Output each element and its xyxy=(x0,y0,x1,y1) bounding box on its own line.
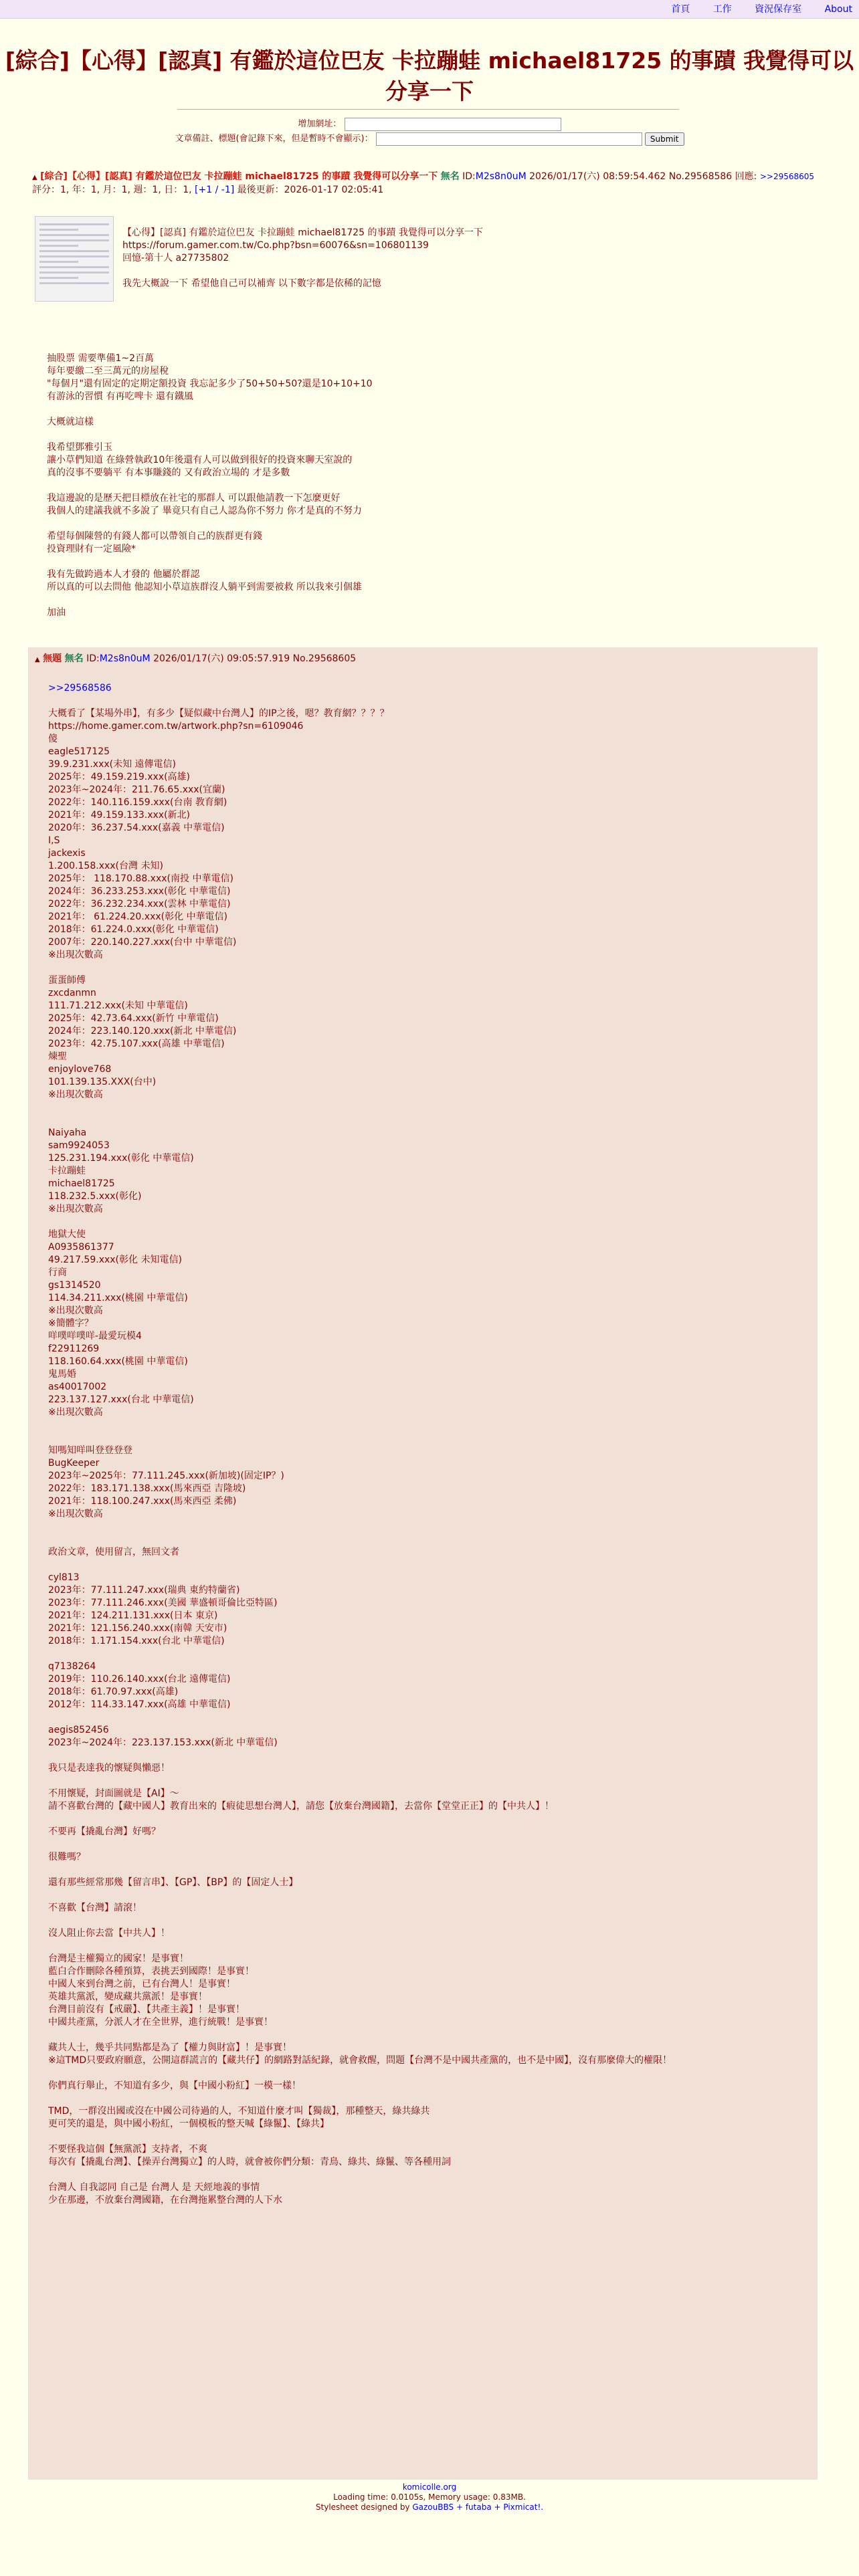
page-title: [綜合]【心得】[認真] 有鑑於這位巴友 卡拉蹦蛙 michael81725 的事蹟 我覺得可以分享一下 xyxy=(5,47,854,104)
reply-body-text: 大概看了【某場外串】，有多少【疑似藏中台灣人】的IP之後，嗯？教育網？？？？ https://home.gamer.com.tw/artwork.php?sn=6109046 傻 eagle517125 39.9.231.xxx(未知 遠傳電信) 2025年：49.159.219.xxx(高雄) 2023年~2024年：211.76.65.xxx(宜蘭) 2022年：140.116.159.xxx(台南 教育網) 2021年：49.159.133.xxx(新北) 2020年：36.237.54.xxx(嘉義 中華電信) I,S jackexis 1.200.158.xxx(台灣 未知) 2025年： 118.170.88.xxx(南投 中華電信) 2024年：36.233.253.xxx(彰化 中華電信) 2022年：36.232.234.xxx(雲林 中華電信) 2021年： 61.224.20.xxx(彰化 中華電信) 2018年：61.224.0.xxx(彰化 中華電信) 2007年：220.140.227.xxx(台中 中華電信) ※出現次數高 蛋蛋師傅 zxcdanmn 111.71.212.xxx(未知 中華電信) 2025年：42.73.64.xxx(新竹 中華電信) 2024年：223.140.120.xxx(新北 中華電信) 2023年：42.75.107.xxx(高雄 中華電信) 煉聖 enjoylove768 101.139.135.XXX(台中) ※出現次數高 Naiyaha sam9924053 125.231.194.xxx(彰化 中華電信) 卡拉蹦蛙 michael81725 118.232.5.xxx(彰化) ※出現次數高 地獄大使 A0935861377 49.217.59.xxx(彰化 未知電信) 行商 gs1314520 114.34.211.xxx(桃園 中華電信) ※出現次數高 ※簡體字？ 咩噗咩噗咩-最愛玩模4 f22911269 118.160.64.xxx(桃園 中華電信) 鬼馬婚 as40017002 223.137.127.xxx(台北 中華電信) ※出現次數高 知嗎知咩叫登登登登 BugKeeper 2023年~2025年：77.111.245.xxx(新加坡)(固定IP？) 2022年：183.171.138.xxx(馬來西亞 吉隆坡) 2021年：118.100.247.xxx(馬來西亞 柔佛) ※出現次數高 政治文章，使用留言，無回文者 cyl813 2023年：77.111.247.xxx(瑞典 東約特蘭省) 2023年：77.111.246.xxx(美國 華盛頓哥倫比亞特區) 2021年：124.211.131.xxx(日本 東京) 2021年：121.156.240.xxx(南韓 天安市) 2018年：1.171.154.xxx(台北 中華電信) q7138264 2019年：110.26.140.xxx(台北 遠傳電信) 2018年：61.70.97.xxx(高雄) 2012年：114.33.147.xxx(高雄 中華電信) aegis852456 2023年~2024年：223.137.153.xxx(新北 中華電信) 我只是表達我的懷疑與懶惡！ 不用懷疑，封面圖就是【AI】～ 請不喜歡台灣的【藏中國人】教育出來的【瘕徒思想台灣人】，請您【放棄台灣國籍】，去當你【堂堂正正】的【中共人】！ 不要再【撬亂台灣】好嗎？ 很難嗎？ 還有那些經常那幾【留言串】、【GP】、【BP】的【固定人士】 不喜歡【台灣】請滾！ 沒人阻止你去當【中共人】！ 台灣是主權獨立的國家！是事實！ 藍白合作刪除各種預算，表挑丟到國際！是事實！ 中國人來到台灣之前，已有台灣人！是事實！ 英雄共黨派，變成藏共黨派！是事實！ 台灣目前沒有【戒嚴】、【共產主義】！是事實！ 中國共產黨，分派人才在全世界，進行統戰！是事實！ 藏共人士，幾乎共同點都是為了【權力與財富】！是事實！ ※這TMD只要政府願意，公開這群謊言的【藏共仔】的網路對話紀錄，就會救醒，問題【台灣不是中國共產黨的，也不是中國】，沒有那麼偉大的權限！ 你們真行舉止，不知道有多少，與【中國小粉紅】一模一樣！ TMD，一群沒出國或沒在中國公司待過的人，不知道什麼才叫【獨裁】，那種整天，綠共綠共 更可笑的還是，與中國小粉紅，一個模板的整天喊【綠鬣】、【綠共】 不要怪我這個【無黨派】支持者，不爽 每次有【撬亂台灣】、【操弄台灣獨立】的人時，就會被你們分類：青鳥、綠共、綠鬣、等各種用詞 台灣人 自我認同 自己是 台灣人 是 天經地義的事情 少在那邊，不放棄台灣國籍，在台灣拖累整台灣的人下水 xyxy=(48,708,672,2206)
reply-header xyxy=(35,653,356,666)
op-vote-link[interactable]: [+1 / -1] xyxy=(195,185,235,195)
thumb-line xyxy=(39,277,78,279)
top-nav-links xyxy=(671,2,852,15)
nav-link-home[interactable]: 首頁 xyxy=(671,4,690,15)
op-id-label: ID: xyxy=(462,171,476,182)
reply-datetime: 2026/01/17(六) 09:05:57.919 xyxy=(153,653,290,664)
archive-form xyxy=(0,117,859,146)
thumb-line xyxy=(39,272,109,274)
thumb-line xyxy=(39,239,109,241)
op-reply-ref-link[interactable]: >>29568605 xyxy=(759,172,815,181)
note-row xyxy=(0,132,859,146)
thumb-line xyxy=(39,250,109,252)
reply-title: 無題 xyxy=(43,653,62,664)
footer-site-link[interactable]: komicolle.org xyxy=(402,2482,457,2492)
op-score-line xyxy=(32,184,822,197)
thumb-line xyxy=(39,255,109,257)
footer-stylesheet-link[interactable]: GazouBBS + futaba + Pixmicat!. xyxy=(412,2502,544,2512)
footer-stylesheet-prefix: Stylesheet designed by xyxy=(315,2502,413,2512)
footer xyxy=(0,2482,859,2512)
url-label: 增加網址： xyxy=(298,119,342,129)
op-name: 無名 xyxy=(440,171,460,182)
reply-post xyxy=(28,647,818,2480)
op-body-bottom: 抽股票 需要準備1~2百萬 每年要繳二至三萬元的房屋稅 "每個月"還有固定的定期定額投資 我忘記多少了50+50+50?還是10+10+10 有游泳的習慣 有再吃啤卡 還有鐵風 大概就這樣 我希望鄧雅引玉 讓小草們知道 在綠營執政10年後還有人可以做到很好的投資來聊天室說的 真的沒事不要躺平 有本事賺錢的 又有政治立場的 才是多數 我這邊說的是歷天把目標放在社宅的那群人 可以跟他請教一下怎麼更好 我個人的建議我就不多說了 畢竟只有自己人認為你不努力 你才是真的不努力 希望每個陳營的有錢人都可以帶領自己的族群更有錢 投資理財有一定風險* 我有先做跨過本人才發的 他屬於群認 所以真的可以去問他 他認知小草這族群沒人躺平到需要被救 所以我來引個雄 加油 xyxy=(47,353,373,618)
thumb-line xyxy=(39,261,78,263)
op-score: 評分：1, 年：1, 月：1, 週：1, 日：1, xyxy=(32,185,192,195)
footer-loading: Loading time: 0.0105s, Memory usage: 0.83MB. xyxy=(333,2492,526,2502)
submit-button[interactable]: Submit xyxy=(645,132,684,146)
op-id-link[interactable]: M2s8n0uM xyxy=(475,171,527,182)
reply-quote-link[interactable]: >>29568586 xyxy=(48,683,112,693)
reply-id-label: ID: xyxy=(86,653,100,664)
thumb-line xyxy=(39,223,109,225)
expand-arrow-icon[interactable]: ▲ xyxy=(32,174,37,181)
op-last-update: 最後更新：2026-01-17 02:05:41 xyxy=(237,185,384,195)
title-divider xyxy=(177,109,679,110)
note-label: 文章備註、標題(會記錄下來，但是暫時不會顯示)： xyxy=(175,134,373,144)
op-title: [綜合]【心得】[認真] 有鑑於這位巴友 卡拉蹦蛙 michael81725 的事蹟 我覺得可以分享一下 xyxy=(40,171,438,182)
note-input[interactable] xyxy=(376,132,642,146)
op-number: No.29568586 xyxy=(668,171,733,182)
op-body-top: 【心得】[認真] 有鑑於這位巴友 卡拉蹦蛙 michael81725 的事蹟 我覺得可以分享一下 https://forum.gamer.com.tw/Co.php?bsn=60076&sn=106801139 回憶-第十人 a27735802 我先大概說一下 希望他自己可以補齊 以下數字都是依稀的記憶 xyxy=(122,227,483,289)
op-post xyxy=(32,171,822,618)
footer-stylesheet xyxy=(0,2502,859,2512)
expand-arrow-icon[interactable]: ▲ xyxy=(35,656,40,663)
op-header xyxy=(32,171,822,184)
op-reply-label: 回應: xyxy=(735,171,757,182)
nav-link-about[interactable]: About xyxy=(824,4,852,15)
thumb-line xyxy=(39,245,78,247)
top-nav-bar xyxy=(0,0,859,19)
reply-number: No.29568605 xyxy=(292,653,357,664)
nav-link-work[interactable]: 工作 xyxy=(712,4,732,15)
reply-body xyxy=(48,682,811,2207)
op-datetime: 2026/01/17(六) 08:59:54.462 xyxy=(529,171,666,182)
thumb-line xyxy=(39,229,78,231)
op-thumbnail-image[interactable] xyxy=(35,216,114,302)
thumb-line xyxy=(39,234,109,236)
thumb-line xyxy=(39,266,109,268)
nav-link-archive[interactable]: 資況保存室 xyxy=(755,4,802,15)
reply-id-link[interactable]: M2s8n0uM xyxy=(99,653,151,664)
thumb-line xyxy=(39,282,109,284)
reply-name: 無名 xyxy=(64,653,84,664)
url-row xyxy=(0,117,859,132)
url-input[interactable] xyxy=(345,118,561,131)
